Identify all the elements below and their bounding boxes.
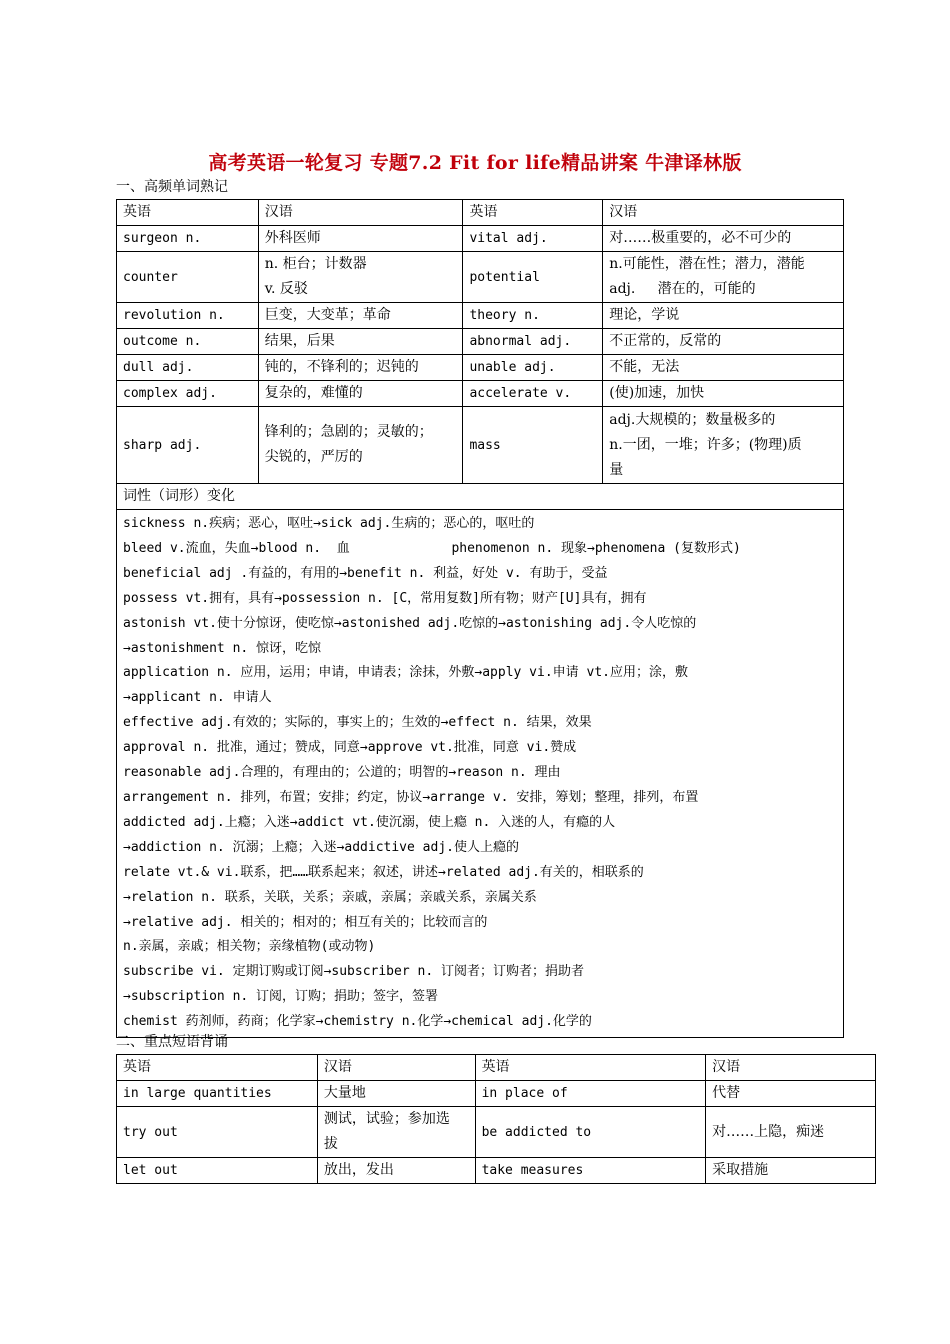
chinese-meaning: 对……极重要的，必不可少的 bbox=[603, 226, 844, 252]
derivation-line: →addiction n. 沉溺；上瘾；入迷→addictive adj.使人上瘾的 bbox=[123, 839, 519, 855]
english-phrase: in large quantities bbox=[117, 1081, 318, 1107]
table-row bbox=[117, 1107, 876, 1158]
chinese-meaning: n. 柜台；计数器 v. 反驳 bbox=[258, 252, 463, 303]
english-word: theory n. bbox=[463, 303, 603, 329]
chinese-meaning: adj.大规模的；数量极多的 n.一团，一堆；许多；(物理)质 量 bbox=[603, 407, 844, 484]
derivation-line: addicted adj.上瘾；入迷→addict vt.使沉溺，使上瘾 n. 入迷的人，有瘾的人 bbox=[123, 814, 616, 830]
english-word: complex adj. bbox=[117, 381, 259, 407]
chinese-meaning: 不正常的，反常的 bbox=[603, 329, 844, 355]
header-cell: 汉语 bbox=[258, 200, 463, 226]
derivation-line: n.亲属，亲戚；相关物；亲缘植物(或动物) bbox=[123, 939, 376, 955]
header-cell: 汉语 bbox=[603, 200, 844, 226]
chinese-meaning: 复杂的，难懂的 bbox=[258, 381, 463, 407]
derivation-line: →relative adj. 相关的；相对的；相互有关的；比较而言的 bbox=[123, 914, 488, 930]
derivation-line: →subscription n. 订阅，订购；捐助；签字，签署 bbox=[123, 989, 439, 1005]
derivation-line: possess vt.拥有，具有→possession n. [C，常用复数]所有物；财产[U]具有，拥有 bbox=[123, 590, 647, 606]
table-row bbox=[117, 407, 844, 484]
derivation-line: bleed v.流血，失血→blood n. 血 phenomenon n. 现象→phenomena (复数形式) bbox=[123, 540, 741, 556]
english-word: outcome n. bbox=[117, 329, 259, 355]
header-cell: 英语 bbox=[475, 1055, 706, 1081]
chinese-meaning: 测试，试验；参加选 拔 bbox=[317, 1107, 475, 1158]
header-cell: 英语 bbox=[463, 200, 603, 226]
chinese-meaning: 理论，学说 bbox=[603, 303, 844, 329]
english-phrase: in place of bbox=[475, 1081, 706, 1107]
derivation-line: →astonishment n. 惊讶，吃惊 bbox=[123, 640, 322, 656]
english-word: potential bbox=[463, 252, 603, 303]
derivation-line: →relation n. 联系，关联，关系；亲戚，亲属；亲戚关系，亲属关系 bbox=[123, 889, 537, 905]
derivation-line: effective adj.有效的；实际的，事实上的；生效的→effect n. 结果，效果 bbox=[123, 715, 592, 731]
table-row bbox=[117, 1081, 876, 1107]
derivation-heading: 词性（词形）变化 bbox=[117, 484, 844, 510]
derivation-heading-row bbox=[117, 484, 844, 510]
chinese-meaning: 放出，发出 bbox=[317, 1158, 475, 1184]
section-heading-vocabulary: 一、高频单词熟记 bbox=[116, 179, 228, 195]
chinese-meaning: 不能，无法 bbox=[603, 355, 844, 381]
table-row bbox=[117, 226, 844, 252]
table-row bbox=[117, 303, 844, 329]
table-header-row bbox=[117, 1055, 876, 1081]
header-cell: 英语 bbox=[117, 200, 259, 226]
chinese-meaning: 巨变，大变革；革命 bbox=[258, 303, 463, 329]
derivation-line: relate vt.& vi.联系，把……联系起来；叙述，讲述→related adj.有关的，相联系的 bbox=[123, 864, 644, 880]
chinese-meaning: 大量地 bbox=[317, 1081, 475, 1107]
chinese-meaning: 对……上隐，痴迷 bbox=[706, 1107, 876, 1158]
chinese-meaning: (使)加速，加快 bbox=[603, 381, 844, 407]
english-phrase: let out bbox=[117, 1158, 318, 1184]
english-phrase: try out bbox=[117, 1107, 318, 1158]
english-word: revolution n. bbox=[117, 303, 259, 329]
phrases-table bbox=[116, 1054, 876, 1184]
chinese-meaning: n.可能性，潜在性；潜力，潜能 adj. 潜在的，可能的 bbox=[603, 252, 844, 303]
derivation-line: reasonable adj.合理的，有理由的；公道的；明智的→reason n. 理由 bbox=[123, 765, 561, 781]
chinese-meaning: 钝的，不锋利的；迟钝的 bbox=[258, 355, 463, 381]
vocabulary-table bbox=[116, 199, 844, 1038]
english-phrase: be addicted to bbox=[475, 1107, 706, 1158]
header-cell: 汉语 bbox=[317, 1055, 475, 1081]
derivation-list bbox=[117, 510, 844, 1038]
section-heading-phrases: 二、重点短语背诵 bbox=[116, 1034, 228, 1050]
page-title: 高考英语一轮复习 专题7.2 Fit for life精品讲案 牛津译林版 bbox=[208, 152, 742, 174]
derivation-line: sickness n.疾病；恶心，呕吐→sick adj.生病的；恶心的，呕吐的 bbox=[123, 516, 535, 531]
derivation-line: astonish vt.使十分惊讶，使吃惊→astonished adj.吃惊的→astonishing adj.令人吃惊的 bbox=[123, 615, 697, 631]
derivation-line: chemist 药剂师，药商；化学家→chemistry n.化学→chemical adj.化学的 bbox=[123, 1014, 592, 1030]
derivation-line: →applicant n. 申请人 bbox=[123, 690, 272, 706]
chinese-meaning: 采取措施 bbox=[706, 1158, 876, 1184]
english-word: dull adj. bbox=[117, 355, 259, 381]
english-word: mass bbox=[463, 407, 603, 484]
table-row bbox=[117, 1158, 876, 1184]
table-row bbox=[117, 329, 844, 355]
table-row bbox=[117, 355, 844, 381]
english-phrase: take measures bbox=[475, 1158, 706, 1184]
table-header-row bbox=[117, 200, 844, 226]
chinese-meaning: 锋利的；急剧的；灵敏的； 尖锐的，严厉的 bbox=[258, 407, 463, 484]
derivation-line: subscribe vi. 定期订购或订阅→subscriber n. 订阅者；订购者；捐助者 bbox=[123, 964, 584, 980]
derivation-line: approval n. 批准，通过；赞成，同意→approve vt.批准，同意 vi.赞成 bbox=[123, 740, 577, 756]
chinese-meaning: 代替 bbox=[706, 1081, 876, 1107]
derivation-row bbox=[117, 510, 844, 1038]
header-cell: 英语 bbox=[117, 1055, 318, 1081]
derivation-line: beneficial adj .有益的，有用的→benefit n. 利益，好处 v. 有助于，受益 bbox=[123, 565, 608, 581]
english-word: unable adj. bbox=[463, 355, 603, 381]
header-cell: 汉语 bbox=[706, 1055, 876, 1081]
derivation-line: application n. 应用，运用；申请，申请表；涂抹，外敷→apply vi.申请 vt.应用；涂，敷 bbox=[123, 665, 688, 681]
table-row bbox=[117, 252, 844, 303]
chinese-meaning: 外科医师 bbox=[258, 226, 463, 252]
chinese-meaning: 结果，后果 bbox=[258, 329, 463, 355]
english-word: abnormal adj. bbox=[463, 329, 603, 355]
english-word: surgeon n. bbox=[117, 226, 259, 252]
english-word: vital adj. bbox=[463, 226, 603, 252]
english-word: counter bbox=[117, 252, 259, 303]
english-word: sharp adj. bbox=[117, 407, 259, 484]
table-row bbox=[117, 381, 844, 407]
derivation-line: arrangement n. 排列，布置；安排；约定，协议→arrange v. 安排，筹划；整理，排列，布置 bbox=[123, 789, 699, 805]
english-word: accelerate v. bbox=[463, 381, 603, 407]
